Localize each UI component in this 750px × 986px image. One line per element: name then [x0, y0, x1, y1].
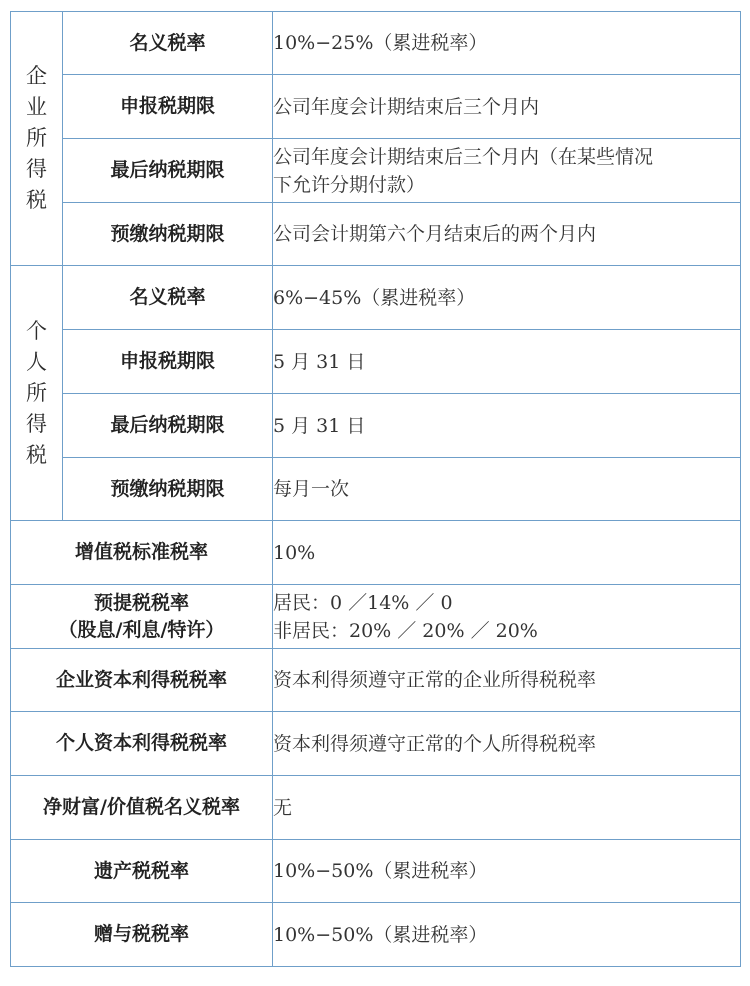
table-row — [11, 203, 741, 266]
row-label: 增值税标准税率 — [11, 521, 273, 585]
row-label: 净财富/价值税名义税率 — [11, 776, 273, 840]
table-row — [11, 330, 741, 394]
group-label-corporate-income-tax: 企 业 所 得 税 — [11, 12, 63, 266]
table-row — [11, 903, 741, 967]
row-value: 资本利得须遵守正常的企业所得税税率 — [273, 649, 741, 712]
table-row — [11, 75, 741, 139]
row-value: 10% — [273, 521, 741, 585]
row-label: 赠与税税率 — [11, 903, 273, 967]
row-label: 最后纳税期限 — [63, 394, 273, 458]
row-value: 5 月 31 日 — [273, 394, 741, 458]
row-label: 企业资本利得税税率 — [11, 649, 273, 712]
row-label: 预缴纳税期限 — [63, 203, 273, 266]
row-value: 10%−50%（累进税率） — [273, 840, 741, 903]
row-value: 公司年度会计期结束后三个月内 — [273, 75, 741, 139]
row-value: 10%−50%（累进税率） — [273, 903, 741, 967]
tax-summary-table — [10, 11, 741, 967]
group-label-personal-income-tax: 个 人 所 得 税 — [11, 266, 63, 521]
table-row — [11, 139, 741, 203]
row-value: 5 月 31 日 — [273, 330, 741, 394]
table-row — [11, 521, 741, 585]
row-value: 10%−25%（累进税率） — [273, 12, 741, 75]
row-value: 公司年度会计期结束后三个月内（在某些情况 下允许分期付款） — [273, 139, 741, 203]
table-row — [11, 649, 741, 712]
row-value: 居民：0 ／14% ／ 0 非居民：20% ／ 20% ／ 20% — [273, 585, 741, 649]
row-label: 预缴纳税期限 — [63, 458, 273, 521]
table-row — [11, 776, 741, 840]
row-value: 公司会计期第六个月结束后的两个月内 — [273, 203, 741, 266]
row-value: 资本利得须遵守正常的个人所得税税率 — [273, 712, 741, 776]
table-row — [11, 585, 741, 649]
row-label: 名义税率 — [63, 266, 273, 330]
row-label: 申报税期限 — [63, 75, 273, 139]
table-row — [11, 12, 741, 75]
row-value: 6%−45%（累进税率） — [273, 266, 741, 330]
row-label: 名义税率 — [63, 12, 273, 75]
table-row — [11, 394, 741, 458]
row-value: 无 — [273, 776, 741, 840]
table-row — [11, 712, 741, 776]
row-value: 每月一次 — [273, 458, 741, 521]
row-label: 遗产税税率 — [11, 840, 273, 903]
table-row — [11, 458, 741, 521]
row-label: 预提税税率 （股息/利息/特许） — [11, 585, 273, 649]
row-label: 个人资本利得税税率 — [11, 712, 273, 776]
row-label: 申报税期限 — [63, 330, 273, 394]
table-row — [11, 840, 741, 903]
row-label: 最后纳税期限 — [63, 139, 273, 203]
table-row — [11, 266, 741, 330]
